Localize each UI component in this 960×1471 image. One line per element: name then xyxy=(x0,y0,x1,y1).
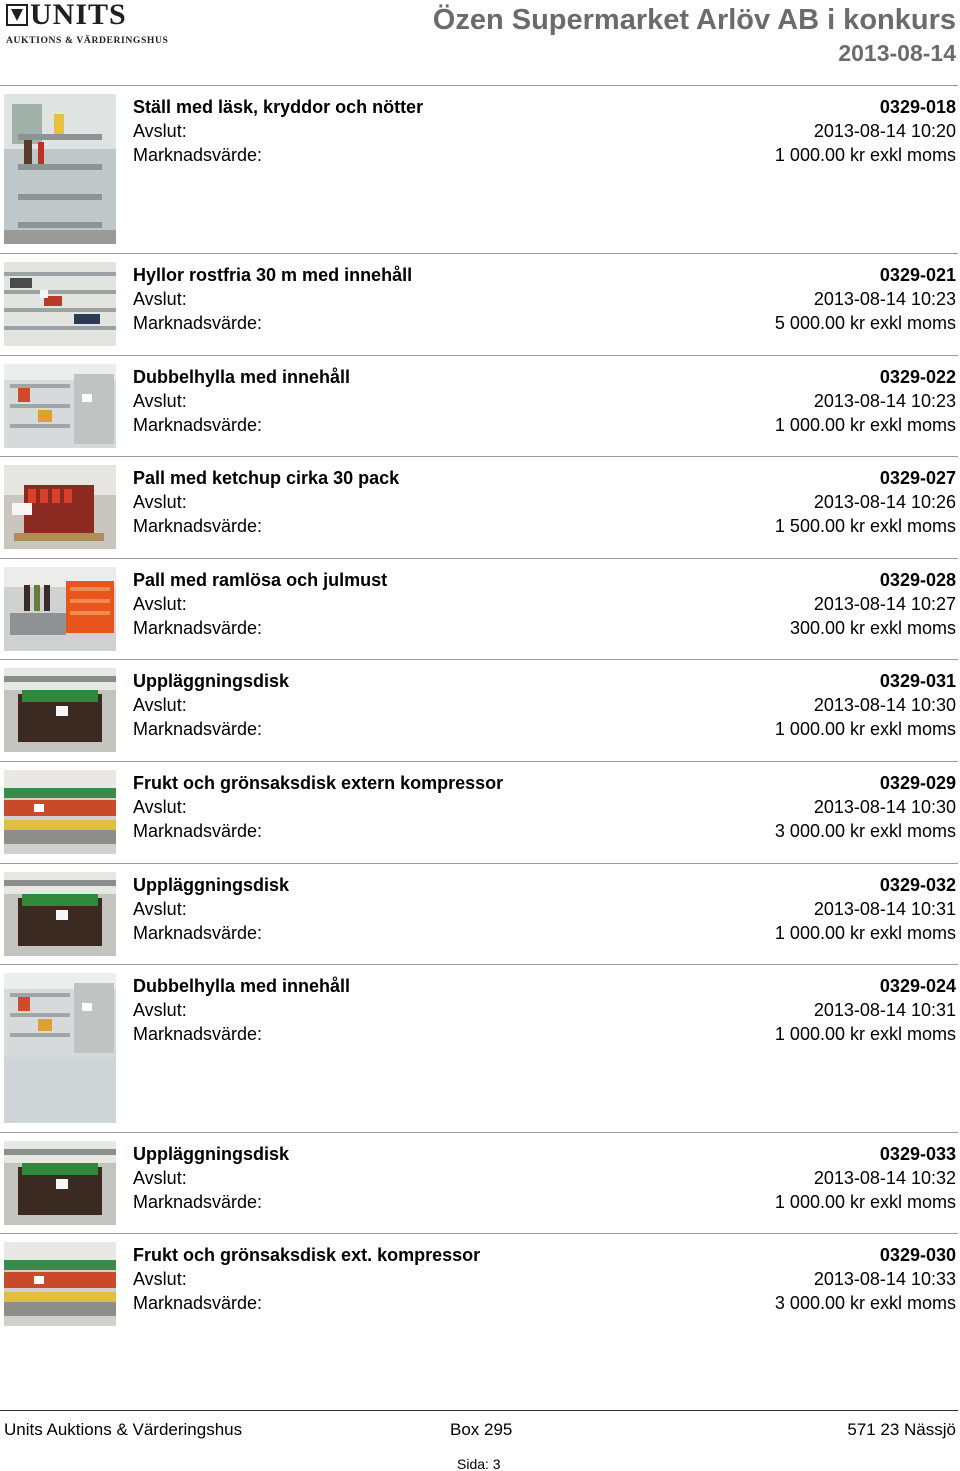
item-photo xyxy=(4,94,116,244)
item-end-label: Avslut: xyxy=(133,1168,187,1188)
item-photo xyxy=(4,1242,116,1326)
document-date: 2013-08-14 xyxy=(838,40,956,66)
item-end-label: Avslut: xyxy=(133,121,187,141)
item-photo xyxy=(4,973,116,1123)
item-number: 0329-033 xyxy=(879,1144,956,1164)
item-market-value: 1 000.00 kr exkl moms xyxy=(774,415,956,435)
item-end-label: Avslut: xyxy=(133,695,187,715)
item-end-label: Avslut: xyxy=(133,289,187,309)
item-photo-image xyxy=(4,94,116,244)
item-market-value: 5 000.00 kr exkl moms xyxy=(774,313,956,333)
item-value-label: Marknadsvärde: xyxy=(133,923,263,943)
item-divider xyxy=(0,253,958,254)
item-number: 0329-032 xyxy=(879,875,956,895)
item-value-label: Marknadsvärde: xyxy=(133,1024,263,1044)
item-end-time: 2013-08-14 10:20 xyxy=(813,121,956,141)
item-number: 0329-031 xyxy=(879,671,956,691)
item-value-label: Marknadsvärde: xyxy=(133,145,263,165)
item-value-label: Marknadsvärde: xyxy=(133,1192,263,1212)
item-photo-image xyxy=(4,465,116,549)
item-name: Ställ med läsk, kryddor och nötter xyxy=(133,97,424,117)
item-name: Dubbelhylla med innehåll xyxy=(133,367,351,387)
item-number: 0329-018 xyxy=(879,97,956,117)
item-number: 0329-029 xyxy=(879,773,956,793)
item-number: 0329-021 xyxy=(879,265,956,285)
footer-divider xyxy=(0,1410,958,1411)
item-value-label: Marknadsvärde: xyxy=(133,719,263,739)
item-name: Dubbelhylla med innehåll xyxy=(133,976,351,996)
item-end-time: 2013-08-14 10:30 xyxy=(813,797,956,817)
item-market-value: 1 000.00 kr exkl moms xyxy=(774,719,956,739)
item-photo-image xyxy=(4,364,116,448)
item-value-label: Marknadsvärde: xyxy=(133,618,263,638)
item-name: Hyllor rostfria 30 m med innehåll xyxy=(133,265,413,285)
item-number: 0329-027 xyxy=(879,468,956,488)
item-number: 0329-028 xyxy=(879,570,956,590)
item-name: Uppläggningsdisk xyxy=(133,671,290,691)
item-photo-image xyxy=(4,262,116,346)
item-market-value: 1 000.00 kr exkl moms xyxy=(774,1024,956,1044)
item-photo xyxy=(4,364,116,448)
item-end-label: Avslut: xyxy=(133,797,187,817)
item-photo-image xyxy=(4,973,116,1123)
item-divider xyxy=(0,355,958,356)
item-photo xyxy=(4,262,116,346)
item-photo xyxy=(4,465,116,549)
item-photo-image xyxy=(4,872,116,956)
item-market-value: 1 000.00 kr exkl moms xyxy=(774,923,956,943)
item-photo-image xyxy=(4,1141,116,1225)
item-divider xyxy=(0,456,958,457)
item-market-value: 3 000.00 kr exkl moms xyxy=(774,821,956,841)
item-market-value: 300.00 kr exkl moms xyxy=(789,618,956,638)
item-end-label: Avslut: xyxy=(133,899,187,919)
item-photo-image xyxy=(4,668,116,752)
item-photo-image xyxy=(4,1242,116,1326)
item-number: 0329-024 xyxy=(879,976,956,996)
item-end-label: Avslut: xyxy=(133,492,187,512)
item-divider xyxy=(0,761,958,762)
item-market-value: 1 000.00 kr exkl moms xyxy=(774,145,956,165)
units-logo-icon xyxy=(6,4,28,26)
item-end-time: 2013-08-14 10:23 xyxy=(813,289,956,309)
item-value-label: Marknadsvärde: xyxy=(133,313,263,333)
item-name: Pall med ketchup cirka 30 pack xyxy=(133,468,400,488)
page-number: Sida: 3 xyxy=(457,1456,501,1471)
item-number: 0329-022 xyxy=(879,367,956,387)
item-number: 0329-030 xyxy=(879,1245,956,1265)
item-name: Uppläggningsdisk xyxy=(133,875,290,895)
item-end-label: Avslut: xyxy=(133,391,187,411)
item-divider xyxy=(0,1132,958,1133)
item-photo xyxy=(4,567,116,651)
item-photo xyxy=(4,770,116,854)
item-end-time: 2013-08-14 10:31 xyxy=(813,1000,956,1020)
item-value-label: Marknadsvärde: xyxy=(133,1293,263,1313)
header-divider xyxy=(0,85,958,86)
item-end-label: Avslut: xyxy=(133,594,187,614)
item-photo xyxy=(4,1141,116,1225)
item-end-time: 2013-08-14 10:27 xyxy=(813,594,956,614)
item-name: Uppläggningsdisk xyxy=(133,1144,290,1164)
item-name: Frukt och grönsaksdisk ext. kompressor xyxy=(133,1245,481,1265)
item-photo-image xyxy=(4,567,116,651)
item-divider xyxy=(0,964,958,965)
item-end-time: 2013-08-14 10:23 xyxy=(813,391,956,411)
footer-box: Box 295 xyxy=(450,1420,513,1439)
item-end-time: 2013-08-14 10:32 xyxy=(813,1168,956,1188)
item-end-time: 2013-08-14 10:31 xyxy=(813,899,956,919)
item-photo xyxy=(4,872,116,956)
units-logo xyxy=(6,0,169,46)
item-value-label: Marknadsvärde: xyxy=(133,821,263,841)
item-market-value: 1 000.00 kr exkl moms xyxy=(774,1192,956,1212)
item-photo xyxy=(4,668,116,752)
logo-wordmark: UNITS xyxy=(30,0,127,31)
document-title: Özen Supermarket Arlöv AB i konkurs xyxy=(432,4,956,36)
footer-address: 571 23 Nässjö xyxy=(847,1420,956,1439)
item-value-label: Marknadsvärde: xyxy=(133,415,263,435)
item-name: Frukt och grönsaksdisk extern kompressor xyxy=(133,773,504,793)
logo-subtitle: AUKTIONS & VÄRDERINGSHUS xyxy=(6,35,169,46)
item-divider xyxy=(0,1233,958,1234)
item-divider xyxy=(0,863,958,864)
footer-company: Units Auktions & Värderingshus xyxy=(4,1420,243,1439)
item-end-time: 2013-08-14 10:30 xyxy=(813,695,956,715)
item-end-label: Avslut: xyxy=(133,1269,187,1289)
item-end-time: 2013-08-14 10:33 xyxy=(813,1269,956,1289)
item-end-time: 2013-08-14 10:26 xyxy=(813,492,956,512)
item-market-value: 1 500.00 kr exkl moms xyxy=(774,516,956,536)
item-photo-image xyxy=(4,770,116,854)
item-divider xyxy=(0,558,958,559)
item-value-label: Marknadsvärde: xyxy=(133,516,263,536)
item-name: Pall med ramlösa och julmust xyxy=(133,570,388,590)
item-market-value: 3 000.00 kr exkl moms xyxy=(774,1293,956,1313)
item-divider xyxy=(0,659,958,660)
item-end-label: Avslut: xyxy=(133,1000,187,1020)
